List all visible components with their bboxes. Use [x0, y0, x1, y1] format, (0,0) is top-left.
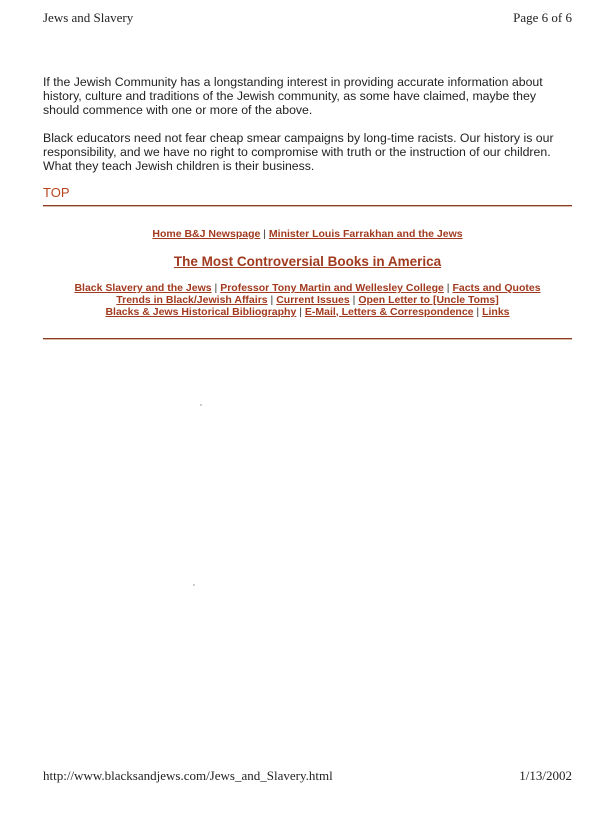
print-header-page-number: Page 6 of 6	[513, 10, 572, 25]
featured-nav	[43, 254, 572, 269]
nav-link-tony-martin[interactable]: Professor Tony Martin and Wellesley College	[220, 282, 444, 294]
paragraph: If the Jewish Community has a longstanding interest in providing accurate information about history, culture and traditions of the Jewish community, as some have claimed, maybe they should commence with one or more of the above.	[43, 75, 543, 118]
nav-separator: |	[214, 282, 218, 294]
nav-link-bibliography[interactable]: Blacks & Jews Historical Bibliography	[105, 305, 297, 318]
nav-link-controversial-books[interactable]: The Most Controversial Books in America	[173, 254, 442, 269]
top-link[interactable]: TOP	[43, 185, 70, 201]
nav-row	[43, 307, 572, 319]
scan-speck	[200, 404, 202, 406]
nav-link-farrakhan[interactable]: Minister Louis Farrakhan and the Jews	[268, 228, 463, 240]
nav-link-black-slavery[interactable]: Black Slavery and the Jews	[74, 282, 212, 294]
nav-link-facts-quotes[interactable]: Facts and Quotes	[452, 282, 541, 294]
print-header-title: Jews and Slavery	[43, 10, 134, 25]
nav-separator: |	[476, 305, 480, 318]
nav-link-current-issues[interactable]: Current Issues	[276, 293, 350, 306]
secondary-nav	[43, 283, 572, 318]
nav-link-links[interactable]: Links	[482, 305, 510, 318]
nav-separator: |	[263, 228, 266, 240]
article-body	[43, 75, 573, 200]
nav-link-open-letter[interactable]: Open Letter to [Uncle Toms]	[358, 293, 499, 306]
print-footer-date: 1/13/2002	[519, 768, 572, 783]
nav-separator: |	[270, 293, 274, 306]
divider	[43, 338, 572, 340]
print-footer-url: http://www.blacksandjews.com/Jews_and_Slavery.html	[43, 768, 333, 783]
paragraph: Black educators need not fear cheap smear campaigns by long-time racists. Our history is our responsibility, and we have no right to compromise with truth or the instruction of our children. What they teach Jewish children is their business.	[43, 130, 554, 174]
nav-link-email[interactable]: E-Mail, Letters & Correspondence	[304, 305, 474, 318]
nav-link-trends[interactable]: Trends in Black/Jewish Affairs	[116, 293, 268, 306]
primary-nav	[43, 228, 572, 240]
nav-separator: |	[446, 282, 450, 294]
nav-link-home[interactable]: Home B&J Newspage	[152, 228, 261, 240]
scan-speck	[193, 584, 195, 586]
divider	[43, 205, 572, 207]
nav-separator: |	[352, 293, 356, 306]
nav-separator: |	[299, 305, 302, 318]
